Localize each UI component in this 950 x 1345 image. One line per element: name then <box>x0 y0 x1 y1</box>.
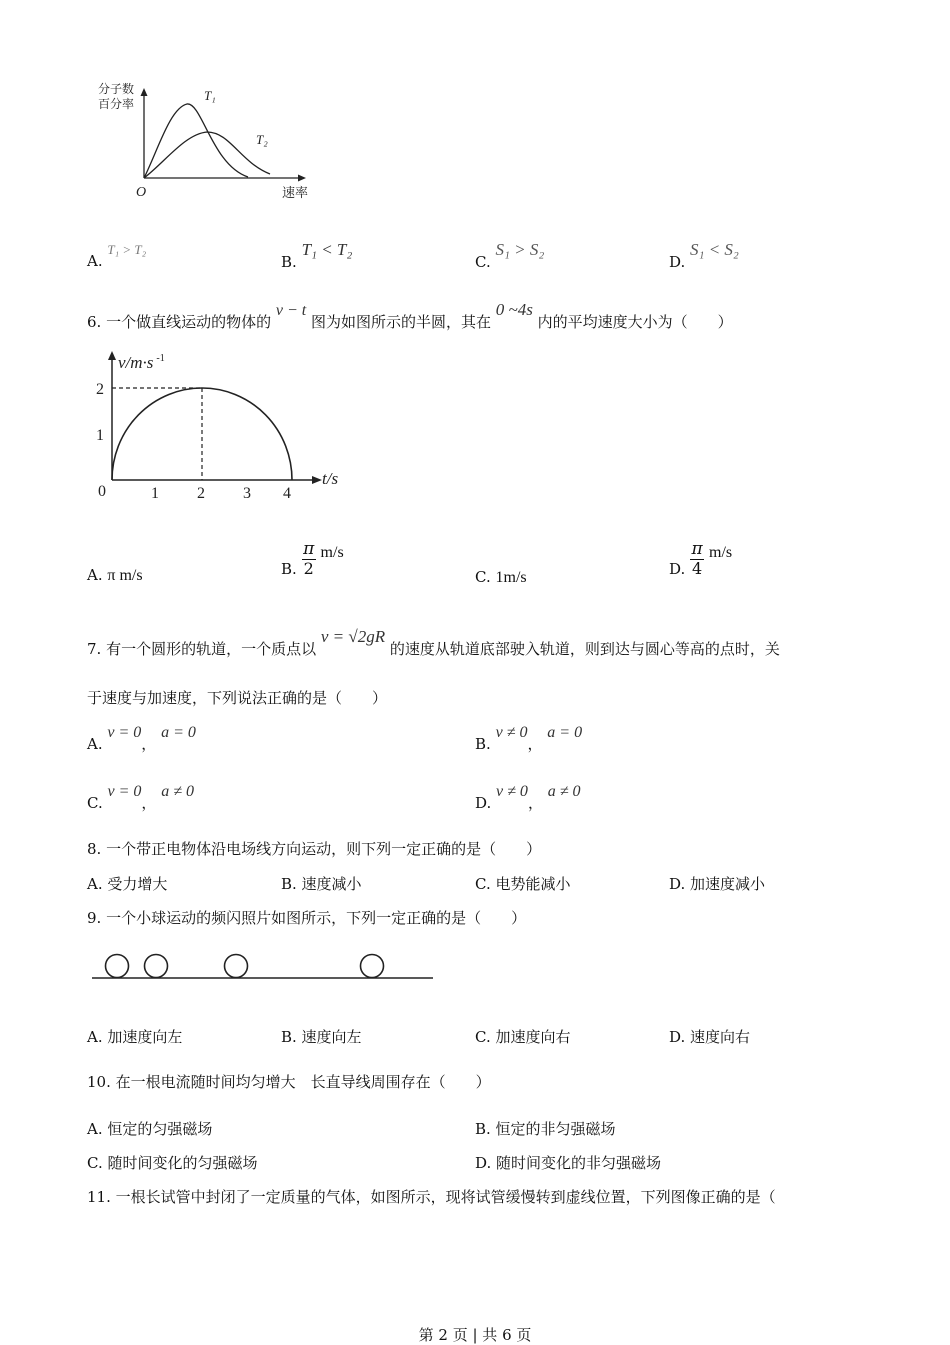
option-letter: A. <box>87 252 103 270</box>
fraction-numerator: π <box>691 539 703 559</box>
q5-x-arrow <box>298 175 306 182</box>
option-v: v = 0 <box>107 724 142 741</box>
q6-xtick-4: 4 <box>283 485 291 502</box>
option-letter: C. <box>87 794 103 812</box>
q8-option-b[interactable]: B. 速度减小 <box>281 875 362 893</box>
option-letter: D. <box>669 253 686 271</box>
q6-stem-c: 内的平均速度大小为（ ） <box>537 313 733 331</box>
q6-xtick-2: 2 <box>197 485 205 502</box>
q10-option-b[interactable]: B. 恒定的非匀强磁场 <box>475 1120 616 1138</box>
option-math: T₁ < T₂ <box>301 240 353 259</box>
option-unit: m/s <box>709 543 733 561</box>
q10-option-a[interactable]: A. 恒定的匀强磁场 <box>87 1120 213 1138</box>
q7-option-d[interactable] <box>475 783 581 813</box>
q6-ytick-2: 2 <box>96 381 104 398</box>
option-text: π m/s <box>107 567 143 584</box>
fraction-numerator: π <box>303 539 315 559</box>
q9-option-b[interactable]: B. 速度向左 <box>281 1028 362 1046</box>
q6-xtick-3: 3 <box>243 485 251 502</box>
option-v: v = 0 <box>107 783 142 800</box>
q10-stem: 10. 在一根电流随时间均匀增大 长直导线周围存在（ ） <box>87 1073 491 1091</box>
q7-stem-b: 的速度从轨道底部驶入轨道，则到达与圆心等高的点时，关 <box>389 640 780 658</box>
q6-y-arrow <box>108 351 116 360</box>
q10-option-c[interactable]: C. 随时间变化的匀强磁场 <box>87 1154 258 1172</box>
q7-option-a[interactable] <box>87 724 196 754</box>
q9-ball-3 <box>225 955 248 978</box>
q5-curve-t2 <box>144 132 270 178</box>
q5-figure <box>90 80 330 210</box>
q5-xlabel: 速率 <box>282 185 309 200</box>
option-math: S₁ > S₂ <box>495 240 545 259</box>
option-math: T₁ > T₂ <box>107 242 147 257</box>
q9-ball-2 <box>145 955 168 978</box>
option-letter: C. <box>475 253 491 271</box>
q9-ball-4 <box>361 955 384 978</box>
q5-option-d[interactable] <box>669 240 739 272</box>
option-letter: B. <box>281 559 297 578</box>
q6-ylabel: v/m·s $^{-1}$ <box>118 353 165 372</box>
option-math: S₁ < S₂ <box>690 240 739 259</box>
q7-stem-a: 7. 有一个圆形的轨道，一个质点以 <box>87 640 317 658</box>
q6-option-b[interactable] <box>281 540 344 577</box>
q5-ylabel-line2: 百分率 <box>98 97 135 111</box>
option-separator: ， <box>141 794 157 812</box>
q5-y-arrow <box>141 88 148 96</box>
q8-stem: 8. 一个带正电物体沿电场线方向运动，则下列一定正确的是（ ） <box>87 840 542 858</box>
q6-math-vt: v − t <box>275 302 307 319</box>
option-letter: B. <box>281 253 297 271</box>
option-a: a = 0 <box>161 724 196 741</box>
q5-option-b[interactable] <box>281 240 353 272</box>
q9-ball-1 <box>106 955 129 978</box>
option-separator: ， <box>527 794 543 812</box>
q8-option-c[interactable]: C. 电势能减小 <box>475 875 571 893</box>
q6-ytick-1: 1 <box>96 427 104 444</box>
option-a: a = 0 <box>547 724 583 741</box>
q5-curve2-label: T₂ <box>256 132 268 147</box>
q8-option-d[interactable]: D. 加速度减小 <box>669 875 766 893</box>
option-letter: C. <box>475 568 491 586</box>
fraction-denominator: 2 <box>303 558 314 578</box>
option-fraction <box>690 540 704 577</box>
q6-math-interval: 0 ~4s <box>495 300 533 319</box>
q6-x-arrow <box>312 476 322 484</box>
q6-stem-b: 图为如图所示的半圆，其在 <box>311 313 492 331</box>
q6-stem <box>87 300 733 332</box>
option-unit: m/s <box>320 543 344 561</box>
q6-stem-a: 6. 一个做直线运动的物体的 <box>87 313 272 331</box>
q9-figure <box>90 950 440 984</box>
q7-option-b[interactable] <box>475 724 583 754</box>
q7-option-c[interactable] <box>87 783 194 813</box>
q10-option-d[interactable]: D. 随时间变化的非匀强磁场 <box>475 1154 662 1172</box>
q5-origin: O <box>136 185 147 200</box>
q9-option-c[interactable]: C. 加速度向右 <box>475 1028 571 1046</box>
fraction-denominator: 4 <box>692 558 703 578</box>
q9-option-d[interactable]: D. 速度向右 <box>669 1028 751 1046</box>
page-footer: 第 2 页 | 共 6 页 <box>418 1326 532 1344</box>
option-fraction <box>302 540 316 577</box>
option-letter: D. <box>669 559 686 578</box>
q6-option-a[interactable] <box>87 566 143 585</box>
option-letter: A. <box>87 735 103 753</box>
option-a: a ≠ 0 <box>547 783 581 800</box>
option-a: a ≠ 0 <box>161 783 194 800</box>
q6-option-d[interactable] <box>669 540 732 577</box>
option-v: v ≠ 0 <box>496 783 528 800</box>
q5-ylabel-line1: 分子数 <box>98 82 135 96</box>
q6-option-c[interactable] <box>475 568 527 587</box>
q7-stem-line2: 于速度与加速度，下列说法正确的是（ ） <box>87 689 388 707</box>
q6-xtick-0: 0 <box>98 483 106 500</box>
q7-math-v: v = √2gR <box>320 627 386 646</box>
q5-option-a[interactable] <box>87 242 147 270</box>
q6-xlabel: t/s <box>322 469 339 488</box>
q7-stem <box>87 627 780 659</box>
option-letter: B. <box>475 735 491 753</box>
q6-figure <box>90 348 360 508</box>
q6-xtick-1: 1 <box>151 485 159 502</box>
option-text: 1m/s <box>495 569 527 586</box>
q5-option-c[interactable] <box>475 240 545 272</box>
q9-option-a[interactable]: A. 加速度向左 <box>87 1028 183 1046</box>
q5-curve1-label: T₁ <box>204 88 216 103</box>
q8-option-a[interactable]: A. 受力增大 <box>87 875 168 893</box>
q11-stem: 11. 一根长试管中封闭了一定质量的气体，如图所示，现将试管缓慢转到虚线位置，下列图像正确的是（ <box>87 1188 776 1206</box>
option-letter: A. <box>87 566 103 584</box>
option-letter: D. <box>475 794 492 812</box>
q5-curve-t1 <box>144 104 248 178</box>
option-separator: ， <box>141 735 157 753</box>
option-v: v ≠ 0 <box>495 724 528 741</box>
option-separator: ， <box>527 735 543 753</box>
q9-stem: 9. 一个小球运动的频闪照片如图所示，下列一定正确的是（ ） <box>87 909 527 927</box>
